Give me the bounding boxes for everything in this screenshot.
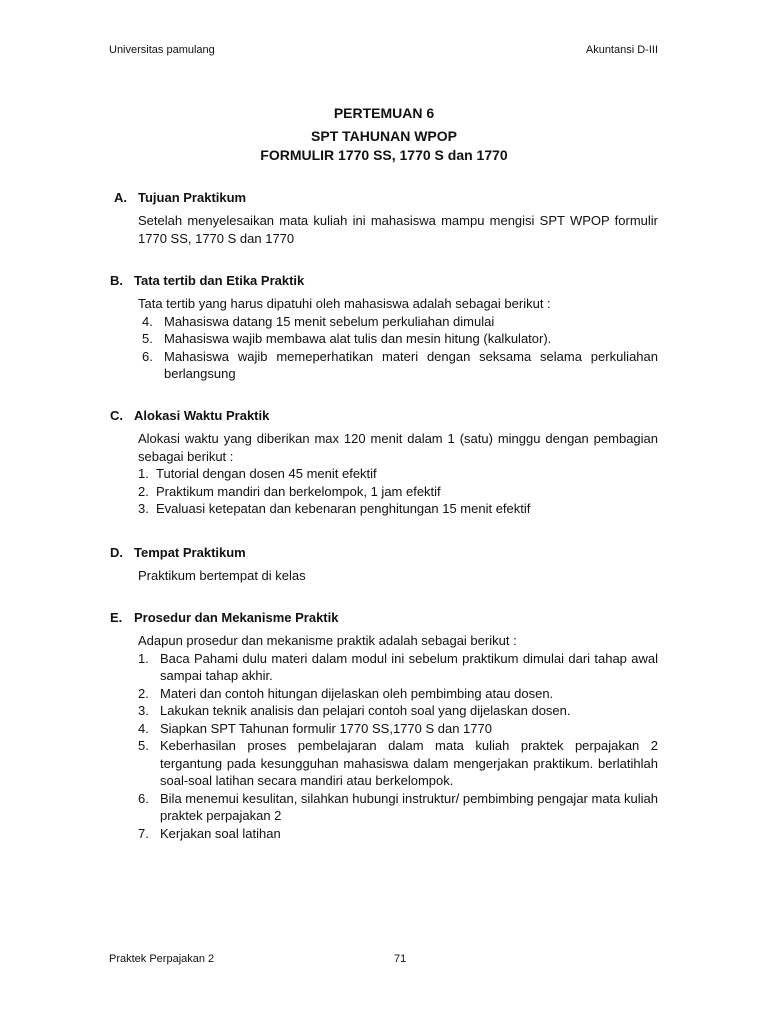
page-title: PERTEMUAN 6 [333,105,435,121]
section-title: Tujuan Praktikum [138,190,247,205]
section-tempat-praktikum [110,545,658,585]
list-text: Bila menemui kesulitan, silahkan hubungi instruktur/ pembimbing pengajar mata kuliah praktek perpajakan 2 [160,790,658,823]
section-alokasi-waktu [110,408,658,518]
list-item [138,702,658,720]
list-number: 7. [138,825,149,841]
section-tujuan-praktikum [110,190,658,247]
list-number: 1. [138,466,149,481]
section-title: Prosedur dan Mekanisme Praktik [134,610,339,625]
list-text: Baca Pahami dulu materi dalam modul ini sebelum praktikum dimulai dari tahap awal sampai tahap akhir. [160,650,658,683]
list-number: 6. [138,790,149,806]
list-item [138,650,658,685]
list-text: Keberhasilan proses pembelajaran dalam mata kuliah praktek perpajakan 2 tergantung pada kesungguhan mahasiswa dalam mengerjakan praktikum. berlatihlah soal-soal latihan secara mandiri atau berkelompok. [160,738,658,788]
page-subtitle: SPT TAHUNAN WPOP [311,128,457,144]
list-number: 2. [138,483,149,499]
procedure-list [138,650,658,843]
section-title: Tempat Praktikum [134,545,246,560]
list-text: Materi dan contoh hitungan dijelaskan oleh pembimbing atau dosen. [160,685,554,701]
list-number: 4. [138,720,149,736]
list-text: Evaluasi ketepatan dan kebenaran penghitungan 15 menit efektif [156,501,531,516]
section-intro: Tata tertib yang harus dipatuhi oleh mahasiswa adalah sebagai berikut : [138,296,551,311]
section-text: Praktikum bertempat di kelas [138,568,306,583]
list-text: Mahasiswa datang 15 menit sebelum perkuliahan dimulai [164,313,495,329]
header-program: Akuntansi D-III [585,44,658,56]
list-item [138,465,658,483]
section-letter: C. [110,408,123,423]
page-number: 71 [394,953,407,965]
list-item [142,348,658,383]
section-letter: E. [110,610,123,625]
list-number: 5. [138,738,149,753]
list-text: Siapkan SPT Tahunan formulir 1770 SS,1770 S dan 1770 [160,720,492,736]
section-tata-tertib [110,273,658,383]
list-text: Mahasiswa wajib memeperhatikan materi dengan seksama selama perkuliahan berlangsung [164,348,658,381]
list-number: 2. [138,685,149,701]
list-item [138,483,658,501]
list-item [142,330,658,348]
section-heading [110,610,658,626]
rules-list [142,313,658,383]
list-item [138,720,658,738]
list-item [138,825,658,843]
list-text: Praktikum mandiri dan berkelompok, 1 jam efektif [156,483,441,499]
list-text: Lakukan teknik analisis dan pelajari contoh soal yang dijelaskan dosen. [160,703,571,718]
list-item [138,500,658,518]
list-number: 3. [138,703,149,718]
section-body [138,295,658,383]
section-prosedur [110,610,658,842]
list-item [138,685,658,703]
footer-course: Praktek Perpajakan 2 [109,953,215,965]
list-number: 5. [142,331,153,346]
section-title: Tata tertib dan Etika Praktik [134,273,305,288]
list-item [142,313,658,331]
section-title: Alokasi Waktu Praktik [134,408,270,423]
time-list [138,465,658,518]
list-number: 3. [138,501,149,516]
section-text: Setelah menyelesaikan mata kuliah ini mahasiswa mampu mengisi SPT WPOP formulir 1770 SS, 1770 S dan 1770 [138,213,658,246]
section-intro: Alokasi waktu yang diberikan max 120 menit dalam 1 (satu) minggu dengan pembagian sebagai berikut : [138,431,658,464]
list-text: Kerjakan soal latihan [160,825,281,841]
section-heading [114,190,658,206]
section-heading [110,545,658,561]
section-heading [110,408,658,424]
section-letter: D. [110,545,123,560]
header-institution: Universitas pamulang [109,44,215,56]
section-body [110,632,658,842]
list-number: 4. [142,313,153,329]
page-subtitle-forms: FORMULIR 1770 SS, 1770 S dan 1770 [260,147,508,163]
section-heading [110,273,658,289]
list-number: 1. [138,650,149,666]
section-letter: A. [114,190,127,205]
section-body [138,430,658,518]
list-text: Tutorial dengan dosen 45 menit efektif [156,466,377,481]
list-item [138,790,658,825]
list-text: Mahasiswa wajib membawa alat tulis dan mesin hitung (kalkulator). [164,331,552,346]
section-intro: Adapun prosedur dan mekanisme praktik adalah sebagai berikut : [138,633,517,648]
page-title-block [0,104,768,165]
list-item [138,737,658,790]
section-letter: B. [110,273,123,288]
list-number: 6. [142,348,153,364]
